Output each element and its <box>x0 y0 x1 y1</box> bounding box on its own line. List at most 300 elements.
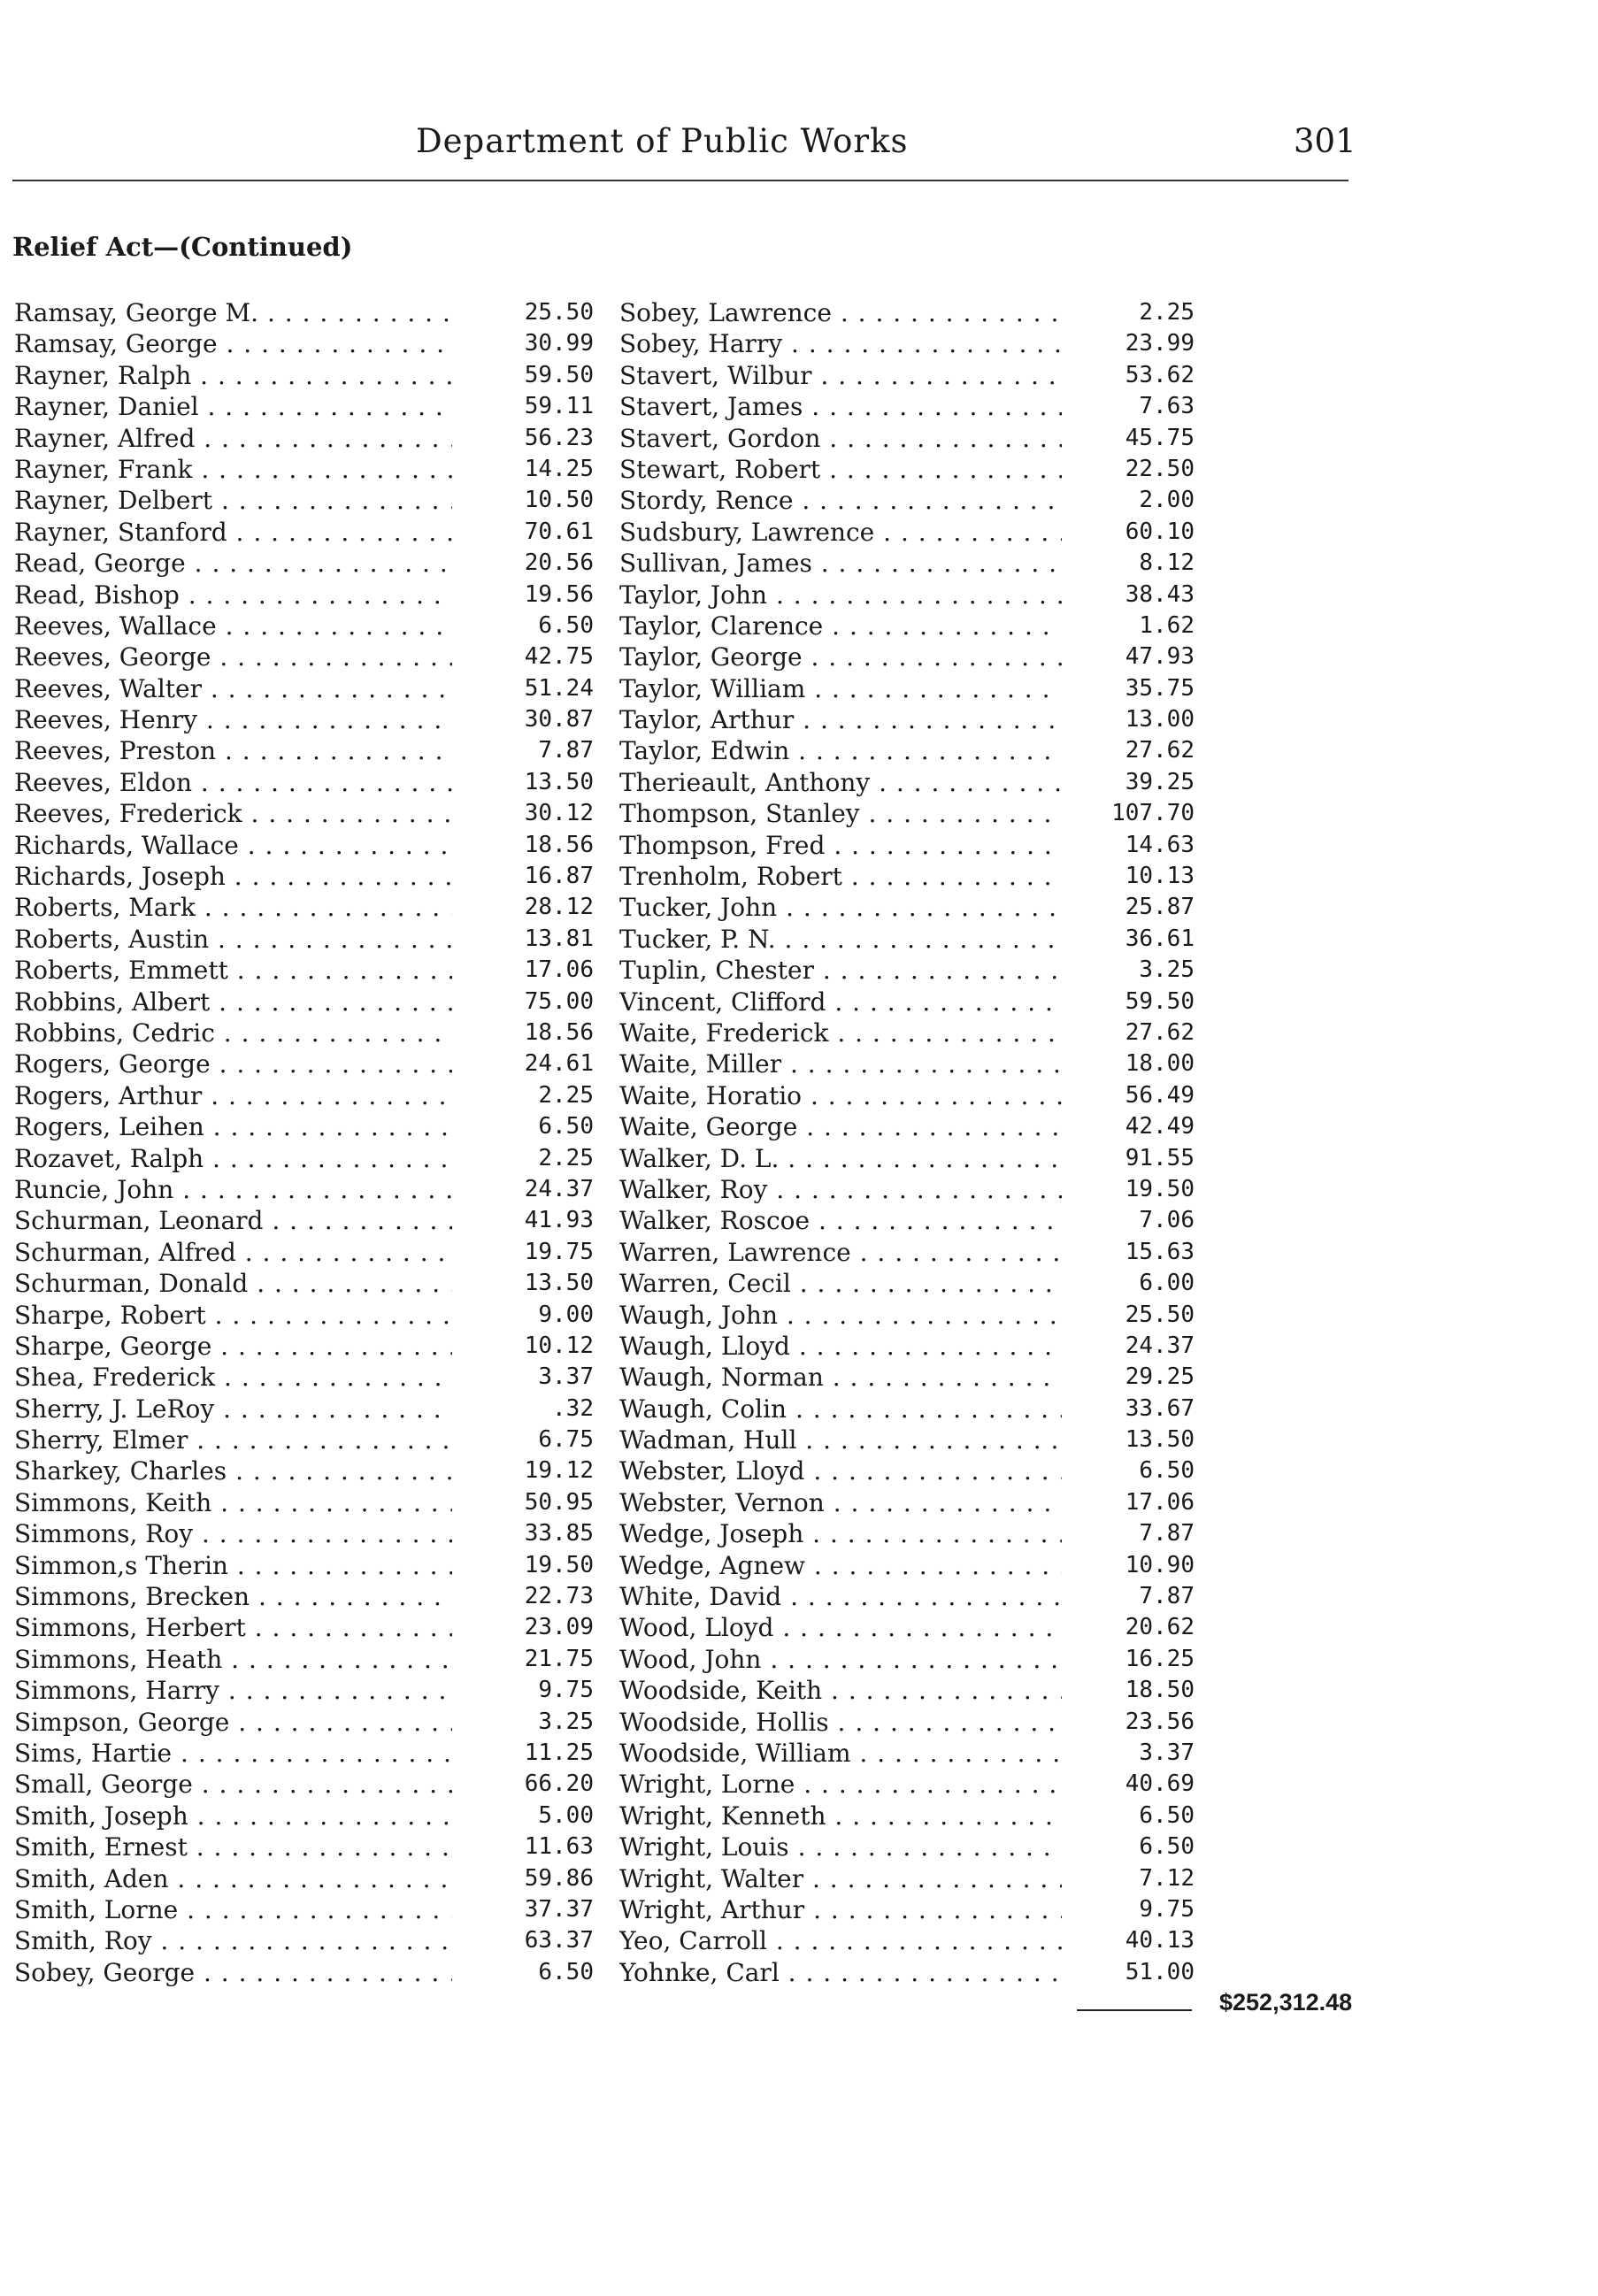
list-item <box>14 610 594 641</box>
entry-name: Shea, Frederick . . . <box>14 1362 452 1393</box>
entry-name: Roberts, Austin . . . <box>14 924 452 955</box>
list-item <box>14 1017 594 1048</box>
entry-name: Taylor, George . . . <box>619 641 1062 672</box>
entry-name: Reeves, George . . . <box>14 641 452 672</box>
entry-amount: 6.50 <box>1132 1455 1195 1486</box>
list-item <box>619 1111 1195 1142</box>
entry-amount: 53.62 <box>1118 360 1195 391</box>
list-item <box>14 704 594 735</box>
list-item <box>619 1300 1195 1331</box>
entry-name: Rogers, Leihen . . . <box>14 1111 452 1142</box>
entry-name: Roberts, Mark . . . <box>14 892 452 923</box>
entry-name: Wright, Lorne . . . <box>619 1769 1062 1800</box>
entry-amount: 6.75 <box>531 1424 594 1455</box>
list-item <box>619 1644 1195 1675</box>
entry-name: Webster, Lloyd . . . <box>619 1455 1062 1486</box>
entry-name: Tucker, P. N. . . . <box>619 924 1062 955</box>
entry-amount: 9.00 <box>531 1300 594 1331</box>
entry-name: Smith, Lorne . . . <box>14 1894 452 1925</box>
entry-amount: 23.09 <box>518 1612 594 1643</box>
left-column-list <box>14 297 594 1988</box>
list-item <box>619 1769 1195 1800</box>
entry-amount: 9.75 <box>531 1675 594 1706</box>
list-item <box>14 892 594 923</box>
entry-name: Sudsbury, Lawrence . . . <box>619 517 1062 548</box>
list-item <box>14 1738 594 1769</box>
list-item <box>619 1801 1195 1831</box>
list-item <box>14 1581 594 1612</box>
list-item <box>619 391 1195 422</box>
list-item <box>14 673 594 704</box>
list-item <box>619 1487 1195 1518</box>
list-item <box>14 1612 594 1643</box>
entry-name: Taylor, Edwin . . . <box>619 735 1062 766</box>
entry-name: Rogers, George . . . <box>14 1048 452 1079</box>
entry-amount: 38.43 <box>1118 580 1195 610</box>
entry-name: Walker, D. L. . . . <box>619 1143 1062 1174</box>
entry-name: Simmons, Herbert . . . <box>14 1612 452 1643</box>
entry-amount: 7.87 <box>1132 1581 1195 1612</box>
entry-amount: 7.87 <box>531 735 594 766</box>
list-item <box>619 1017 1195 1048</box>
entry-name: Sharkey, Charles . . . <box>14 1455 452 1486</box>
entry-name: Wright, Arthur . . . <box>619 1894 1062 1925</box>
entry-name: Reeves, Walter . . . <box>14 673 452 704</box>
list-item <box>14 767 594 798</box>
list-item <box>619 580 1195 610</box>
entry-name: Trenholm, Robert . . . <box>619 861 1062 892</box>
entry-amount: 18.56 <box>518 1017 594 1048</box>
entry-name: Sobey, Harry . . . <box>619 328 1062 359</box>
entry-amount: 2.25 <box>1132 297 1195 328</box>
entry-amount: 11.25 <box>518 1738 594 1769</box>
list-item <box>619 1455 1195 1486</box>
entry-amount: 9.75 <box>1132 1894 1195 1925</box>
list-item <box>619 704 1195 735</box>
entry-amount: 39.25 <box>1118 767 1195 798</box>
entry-name: White, David . . . <box>619 1581 1062 1612</box>
entry-amount: 6.50 <box>1132 1801 1195 1831</box>
entry-amount: 7.12 <box>1132 1863 1195 1894</box>
entry-amount: 24.37 <box>518 1174 594 1205</box>
entry-name: Reeves, Henry . . . <box>14 704 452 735</box>
list-item <box>619 1237 1195 1268</box>
entry-amount: 30.87 <box>518 704 594 735</box>
list-item <box>14 1394 594 1424</box>
list-item <box>619 1738 1195 1769</box>
entry-name: Reeves, Wallace . . . <box>14 610 452 641</box>
list-item <box>619 987 1195 1017</box>
entry-name: Wright, Walter . . . <box>619 1863 1062 1894</box>
entry-amount: 13.81 <box>518 924 594 955</box>
entry-name: Walker, Roy . . . <box>619 1174 1062 1205</box>
entry-name: Taylor, Clarence . . . <box>619 610 1062 641</box>
entry-name: Waite, Miller . . . <box>619 1048 1062 1079</box>
entry-name: Rayner, Frank . . . <box>14 454 452 485</box>
list-item <box>619 1143 1195 1174</box>
list-item <box>14 485 594 516</box>
entry-amount: 29.25 <box>1118 1362 1195 1393</box>
right-column-list <box>619 297 1195 1988</box>
entry-name: Yohnke, Carl . . . <box>619 1957 1062 1988</box>
entry-name: Robbins, Albert . . . <box>14 987 452 1017</box>
entry-name: Rayner, Alfred . . . <box>14 423 452 454</box>
entry-amount: 27.62 <box>1118 1017 1195 1048</box>
list-item <box>619 360 1195 391</box>
entry-name: Smith, Aden . . . <box>14 1863 452 1894</box>
entry-amount: 17.06 <box>1118 1487 1195 1518</box>
entry-name: Rayner, Ralph . . . <box>14 360 452 391</box>
entry-amount: 40.13 <box>1118 1925 1195 1956</box>
list-item <box>619 1424 1195 1455</box>
entry-amount: 47.93 <box>1118 641 1195 672</box>
list-item <box>14 454 594 485</box>
entry-amount: 63.37 <box>518 1925 594 1956</box>
list-item <box>619 297 1195 328</box>
entry-amount: 19.50 <box>1118 1174 1195 1205</box>
entry-amount: 66.20 <box>518 1769 594 1800</box>
entry-amount: 3.37 <box>1132 1738 1195 1769</box>
entry-name: Vincent, Clifford . . . <box>619 987 1062 1017</box>
list-item <box>14 735 594 766</box>
list-item <box>14 1487 594 1518</box>
entry-name: Sobey, George . . . <box>14 1957 452 1988</box>
entry-name: Stavert, Wilbur . . . <box>619 360 1062 391</box>
list-item <box>619 1268 1195 1299</box>
list-item <box>14 297 594 328</box>
list-item <box>14 1831 594 1862</box>
list-item <box>619 1707 1195 1738</box>
entry-amount: 15.63 <box>1118 1237 1195 1268</box>
entry-amount: 25.87 <box>1118 892 1195 923</box>
list-item <box>14 1707 594 1738</box>
entry-name: Simmon,s Therin . . . <box>14 1550 452 1581</box>
list-item <box>14 1237 594 1268</box>
list-item <box>619 830 1195 861</box>
entry-name: Walker, Roscoe . . . <box>619 1205 1062 1236</box>
list-item <box>619 1048 1195 1079</box>
entry-amount: 25.50 <box>1118 1300 1195 1331</box>
total-divider <box>1077 2009 1192 2011</box>
entry-name: Read, Bishop . . . <box>14 580 452 610</box>
list-item <box>619 1612 1195 1643</box>
list-item <box>14 861 594 892</box>
entry-name: Taylor, Arthur . . . <box>619 704 1062 735</box>
entry-name: Woodside, William . . . <box>619 1738 1062 1769</box>
entry-name: Ramsay, George M. . . . <box>14 297 452 328</box>
entry-amount: 45.75 <box>1118 423 1195 454</box>
list-item <box>14 360 594 391</box>
entry-name: Schurman, Leonard . . . <box>14 1205 452 1236</box>
entry-name: Sherry, Elmer . . . <box>14 1424 452 1455</box>
entry-name: Reeves, Frederick . . . <box>14 798 452 829</box>
list-item <box>619 1894 1195 1925</box>
entry-amount: 22.73 <box>518 1581 594 1612</box>
list-item <box>14 423 594 454</box>
entry-name: Smith, Roy . . . <box>14 1925 452 1956</box>
entry-name: Sobey, Lawrence . . . <box>619 297 1062 328</box>
entry-name: Therieault, Anthony . . . <box>619 767 1062 798</box>
list-item <box>14 580 594 610</box>
entry-name: Wedge, Agnew . . . <box>619 1550 1062 1581</box>
entry-name: Rogers, Arthur . . . <box>14 1080 452 1111</box>
list-item <box>14 1801 594 1831</box>
entry-amount: 17.06 <box>518 955 594 986</box>
list-item <box>14 1925 594 1956</box>
entry-amount: 5.00 <box>531 1801 594 1831</box>
entry-amount: 75.00 <box>518 987 594 1017</box>
entry-amount: 56.23 <box>518 423 594 454</box>
entry-amount: .32 <box>545 1394 594 1424</box>
list-item <box>619 735 1195 766</box>
entry-name: Richards, Joseph . . . <box>14 861 452 892</box>
entry-amount: 23.99 <box>1118 328 1195 359</box>
entry-amount: 50.95 <box>518 1487 594 1518</box>
entry-amount: 18.50 <box>1118 1675 1195 1706</box>
list-item <box>14 955 594 986</box>
entry-amount: 3.37 <box>531 1362 594 1393</box>
entry-amount: 59.86 <box>518 1863 594 1894</box>
list-item <box>619 1331 1195 1362</box>
list-item <box>619 1205 1195 1236</box>
entry-amount: 2.25 <box>531 1143 594 1174</box>
entry-amount: 3.25 <box>1132 955 1195 986</box>
list-item <box>619 955 1195 986</box>
entry-amount: 16.87 <box>518 861 594 892</box>
entry-amount: 23.56 <box>1118 1707 1195 1738</box>
entry-name: Ramsay, George . . . <box>14 328 452 359</box>
entry-name: Rayner, Delbert . . . <box>14 485 452 516</box>
list-item <box>14 1863 594 1894</box>
entry-name: Tuplin, Chester . . . <box>619 955 1062 986</box>
entry-name: Stavert, James . . . <box>619 391 1062 422</box>
entry-amount: 7.87 <box>1132 1518 1195 1549</box>
list-item <box>619 1957 1195 1988</box>
entry-amount: 2.25 <box>531 1080 594 1111</box>
entry-amount: 3.25 <box>531 1707 594 1738</box>
entry-name: Wood, Lloyd . . . <box>619 1612 1062 1643</box>
entry-amount: 30.12 <box>518 798 594 829</box>
entry-amount: 16.25 <box>1118 1644 1195 1675</box>
entry-name: Rayner, Stanford . . . <box>14 517 452 548</box>
list-item <box>619 454 1195 485</box>
list-item <box>619 548 1195 579</box>
entry-name: Sharpe, George . . . <box>14 1331 452 1362</box>
section-heading: Relief Act—(Continued) <box>12 232 353 262</box>
entry-name: Simmons, Harry . . . <box>14 1675 452 1706</box>
list-item <box>619 610 1195 641</box>
entry-amount: 8.12 <box>1132 548 1195 579</box>
list-item <box>14 1894 594 1925</box>
list-item <box>14 328 594 359</box>
entry-name: Simpson, George . . . <box>14 1707 452 1738</box>
entry-name: Yeo, Carroll . . . <box>619 1925 1062 1956</box>
entry-amount: 19.12 <box>518 1455 594 1486</box>
entry-amount: 1.62 <box>1132 610 1195 641</box>
entry-amount: 28.12 <box>518 892 594 923</box>
entry-amount: 10.50 <box>518 485 594 516</box>
entry-amount: 14.63 <box>1118 830 1195 861</box>
entry-name: Wadman, Hull . . . <box>619 1424 1062 1455</box>
entry-name: Thompson, Fred . . . <box>619 830 1062 861</box>
list-item <box>619 1518 1195 1549</box>
list-item <box>619 1863 1195 1894</box>
list-item <box>619 924 1195 955</box>
list-item <box>14 1362 594 1393</box>
list-item <box>14 1675 594 1706</box>
list-item <box>619 1581 1195 1612</box>
entry-name: Waugh, Lloyd . . . <box>619 1331 1062 1362</box>
entry-name: Waite, Horatio . . . <box>619 1080 1062 1111</box>
entry-name: Rozavet, Ralph . . . <box>14 1143 452 1174</box>
entry-amount: 59.50 <box>518 360 594 391</box>
entry-amount: 59.50 <box>1118 987 1195 1017</box>
entry-name: Wright, Louis . . . <box>619 1831 1062 1862</box>
list-item <box>619 861 1195 892</box>
entry-amount: 20.62 <box>1118 1612 1195 1643</box>
entry-name: Schurman, Alfred . . . <box>14 1237 452 1268</box>
entry-name: Waugh, Norman . . . <box>619 1362 1062 1393</box>
entry-name: Reeves, Eldon . . . <box>14 767 452 798</box>
entry-name: Sullivan, James . . . <box>619 548 1062 579</box>
entry-amount: 30.99 <box>518 328 594 359</box>
list-item <box>14 1455 594 1486</box>
list-item <box>619 1925 1195 1956</box>
list-item <box>619 328 1195 359</box>
list-item <box>619 892 1195 923</box>
list-item <box>619 1550 1195 1581</box>
list-item <box>14 1143 594 1174</box>
list-item <box>619 485 1195 516</box>
entry-name: Woodside, Hollis . . . <box>619 1707 1062 1738</box>
list-item <box>14 1769 594 1800</box>
entry-name: Woodside, Keith . . . <box>619 1675 1062 1706</box>
entry-amount: 13.50 <box>1118 1424 1195 1455</box>
entry-amount: 20.56 <box>518 548 594 579</box>
entry-amount: 70.61 <box>518 517 594 548</box>
entry-amount: 22.50 <box>1118 454 1195 485</box>
entry-amount: 40.69 <box>1118 1769 1195 1800</box>
list-item <box>14 391 594 422</box>
entry-amount: 24.61 <box>518 1048 594 1079</box>
entry-name: Wood, John . . . <box>619 1644 1062 1675</box>
grand-total: $252,312.48 <box>1219 1989 1353 2016</box>
entry-amount: 24.37 <box>1118 1331 1195 1362</box>
entry-name: Sims, Hartie . . . <box>14 1738 452 1769</box>
entry-name: Simmons, Brecken . . . <box>14 1581 452 1612</box>
entry-name: Sherry, J. LeRoy . . . <box>14 1394 452 1424</box>
entry-amount: 51.00 <box>1118 1957 1195 1988</box>
entry-amount: 13.50 <box>518 1268 594 1299</box>
entry-name: Tucker, John . . . <box>619 892 1062 923</box>
entry-amount: 36.61 <box>1118 924 1195 955</box>
entry-amount: 11.63 <box>518 1831 594 1862</box>
header-divider <box>12 180 1348 181</box>
entry-name: Sharpe, Robert . . . <box>14 1300 452 1331</box>
entry-amount: 10.13 <box>1118 861 1195 892</box>
list-item <box>619 1831 1195 1862</box>
list-item <box>14 830 594 861</box>
entry-name: Reeves, Preston . . . <box>14 735 452 766</box>
entry-name: Read, George . . . <box>14 548 452 579</box>
entry-name: Webster, Vernon . . . <box>619 1487 1062 1518</box>
page-number: 301 <box>1294 122 1356 160</box>
entry-name: Waugh, Colin . . . <box>619 1394 1062 1424</box>
entry-amount: 7.63 <box>1132 391 1195 422</box>
list-item <box>14 924 594 955</box>
list-item <box>14 798 594 829</box>
entry-amount: 10.90 <box>1118 1550 1195 1581</box>
entry-name: Robbins, Cedric . . . <box>14 1017 452 1048</box>
list-item <box>14 641 594 672</box>
entry-amount: 2.00 <box>1132 485 1195 516</box>
list-item <box>14 548 594 579</box>
list-item <box>619 1080 1195 1111</box>
list-item <box>619 1675 1195 1706</box>
entry-name: Warren, Cecil . . . <box>619 1268 1062 1299</box>
list-item <box>14 987 594 1017</box>
entry-name: Smith, Joseph . . . <box>14 1801 452 1831</box>
entry-name: Stavert, Gordon . . . <box>619 423 1062 454</box>
entry-amount: 21.75 <box>518 1644 594 1675</box>
page-header-title: Department of Public Works <box>416 122 909 160</box>
list-item <box>14 1300 594 1331</box>
entry-amount: 37.37 <box>518 1894 594 1925</box>
entry-amount: 91.55 <box>1118 1143 1195 1174</box>
entry-name: Simmons, Roy . . . <box>14 1518 452 1549</box>
list-item <box>14 1174 594 1205</box>
entry-amount: 51.24 <box>518 673 594 704</box>
entry-amount: 18.56 <box>518 830 594 861</box>
entry-amount: 33.67 <box>1118 1394 1195 1424</box>
entry-amount: 59.11 <box>518 391 594 422</box>
entry-name: Taylor, William . . . <box>619 673 1062 704</box>
entry-name: Stordy, Rence . . . <box>619 485 1062 516</box>
entry-amount: 6.50 <box>1132 1831 1195 1862</box>
entry-amount: 19.56 <box>518 580 594 610</box>
list-item <box>619 798 1195 829</box>
list-item <box>14 1518 594 1549</box>
list-item <box>14 1048 594 1079</box>
list-item <box>619 767 1195 798</box>
entry-name: Waugh, John . . . <box>619 1300 1062 1331</box>
entry-name: Rayner, Daniel . . . <box>14 391 452 422</box>
entry-amount: 14.25 <box>518 454 594 485</box>
entry-amount: 41.93 <box>518 1205 594 1236</box>
list-item <box>14 1268 594 1299</box>
list-item <box>619 641 1195 672</box>
list-item <box>619 673 1195 704</box>
entry-amount: 42.75 <box>518 641 594 672</box>
entry-amount: 19.75 <box>518 1237 594 1268</box>
list-item <box>619 1174 1195 1205</box>
entry-amount: 18.00 <box>1118 1048 1195 1079</box>
list-item <box>14 1331 594 1362</box>
entry-amount: 19.50 <box>518 1550 594 1581</box>
entry-name: Richards, Wallace . . . <box>14 830 452 861</box>
entry-name: Waite, George . . . <box>619 1111 1062 1142</box>
entry-amount: 10.12 <box>518 1331 594 1362</box>
entry-name: Warren, Lawrence . . . <box>619 1237 1062 1268</box>
entry-name: Simmons, Heath . . . <box>14 1644 452 1675</box>
entry-name: Small, George . . . <box>14 1769 452 1800</box>
list-item <box>14 1111 594 1142</box>
entry-name: Schurman, Donald . . . <box>14 1268 452 1299</box>
entry-name: Wright, Kenneth . . . <box>619 1801 1062 1831</box>
entry-amount: 33.85 <box>518 1518 594 1549</box>
list-item <box>14 1205 594 1236</box>
entry-amount: 6.50 <box>531 1957 594 1988</box>
